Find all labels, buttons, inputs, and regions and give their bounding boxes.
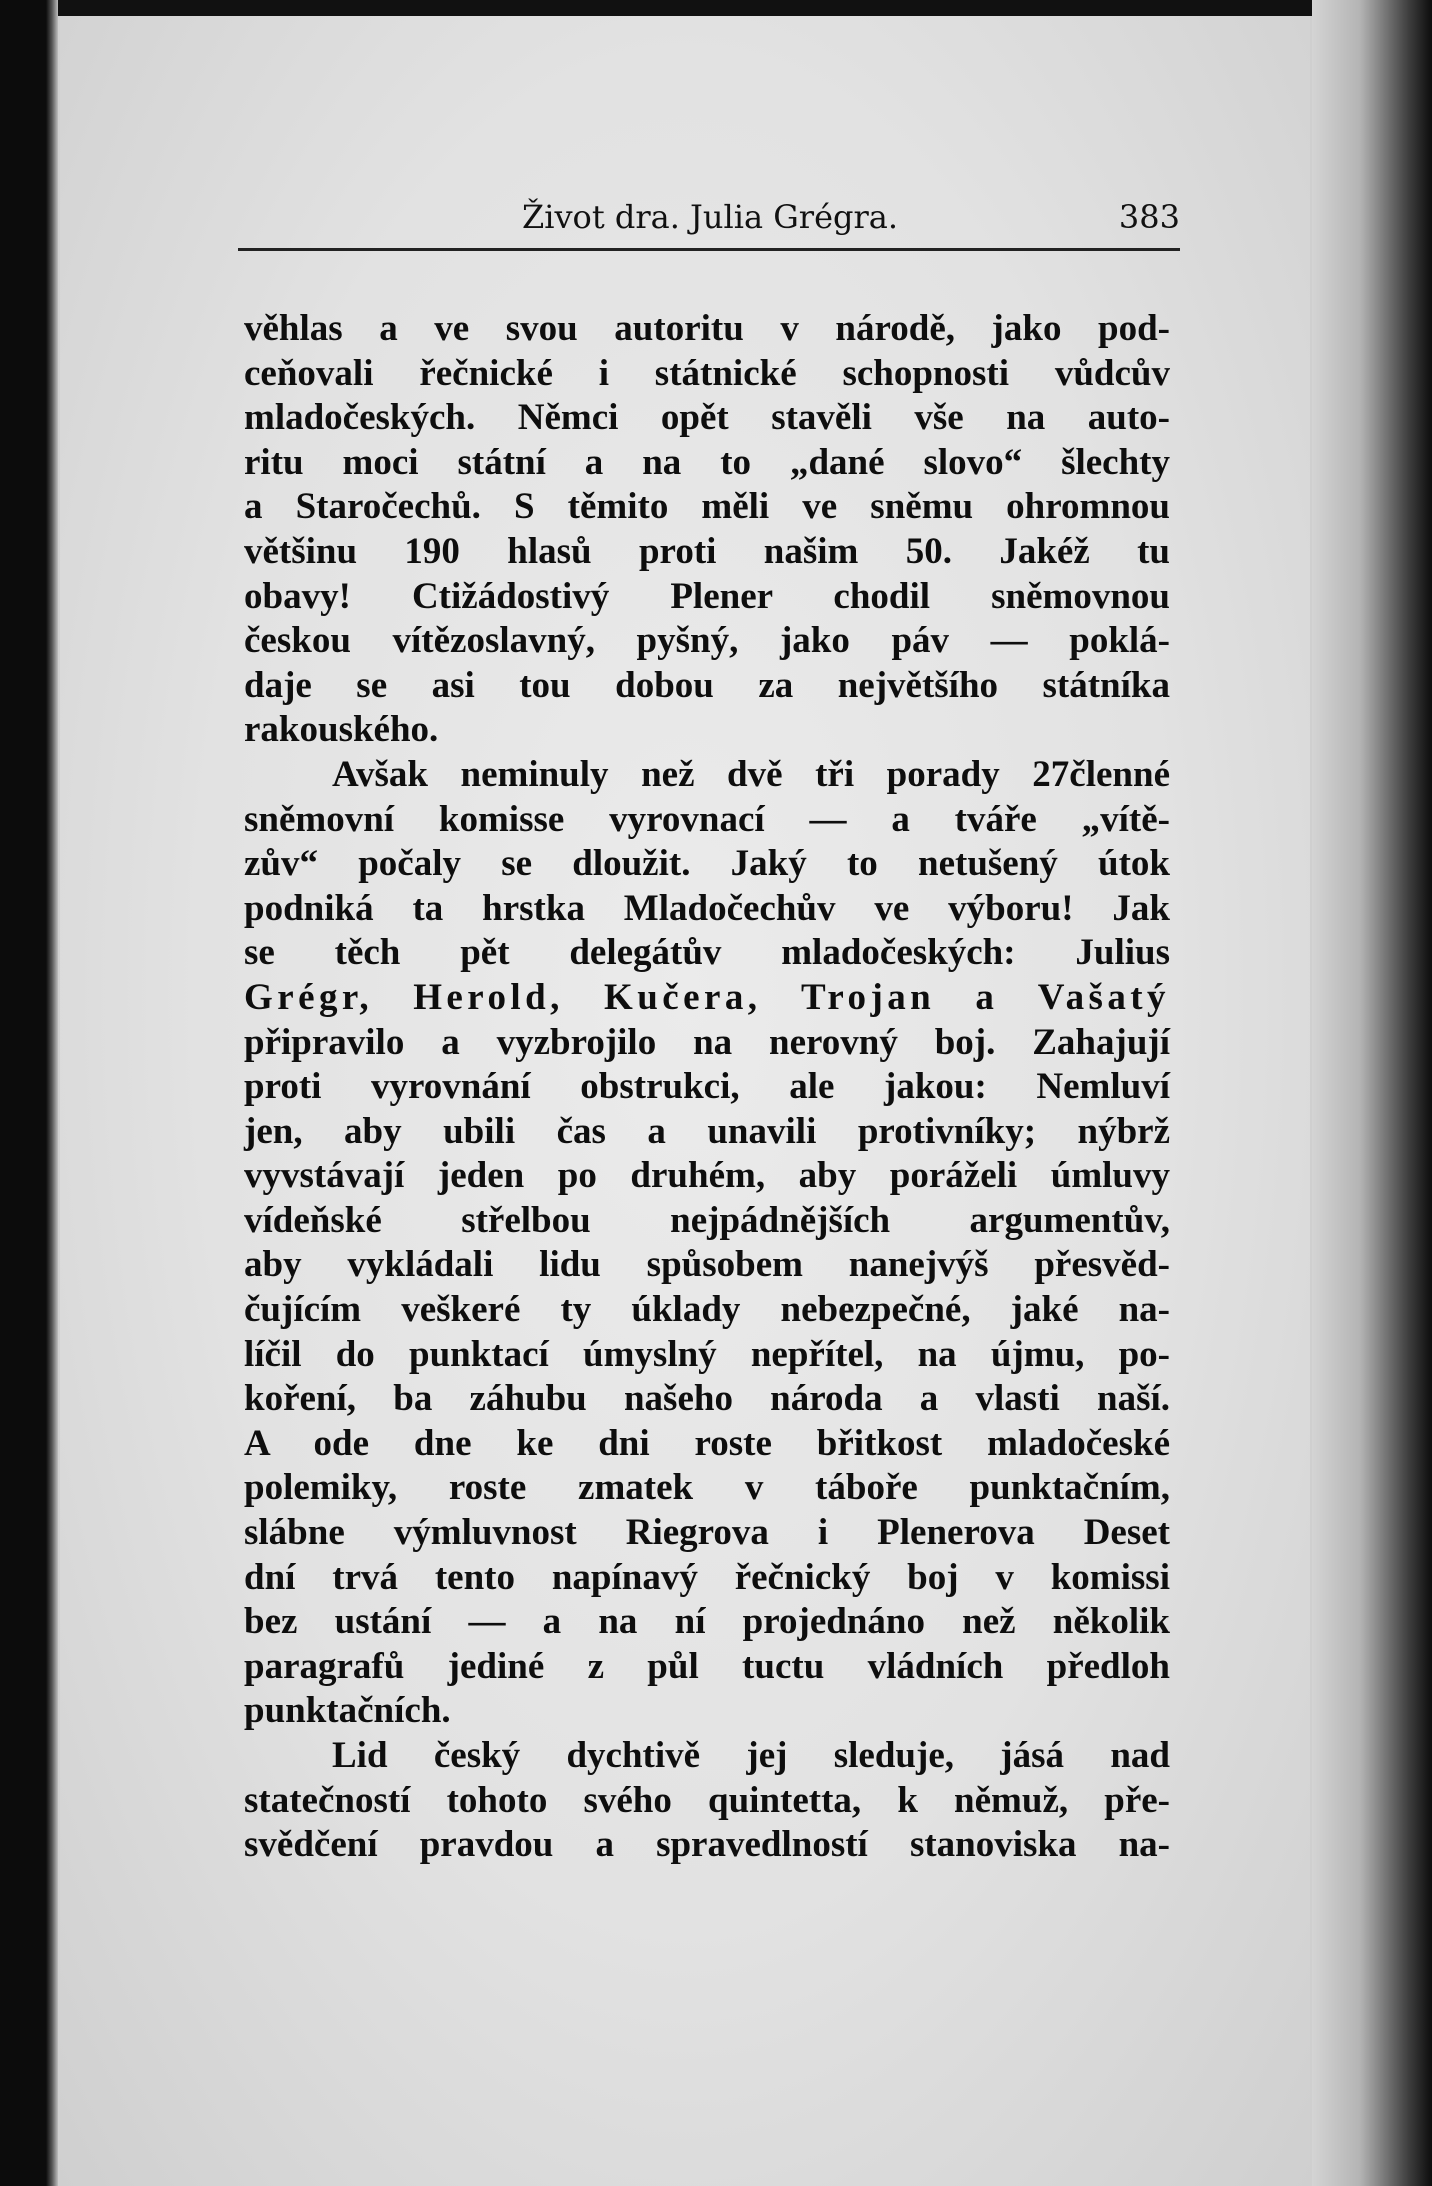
text-line: svědčení pravdou a spravedlností stanoviska na- (244, 1824, 1170, 1866)
text-line: vídeňské střelbou nejpádnějších argumentův, (244, 1199, 1170, 1241)
text-line: sněmovní komisse vyrovnací — a tváře „vítě- (244, 798, 1170, 840)
scan-right-edge (1312, 0, 1432, 2186)
text-line: slábne výmluvnost Riegrova i Plenerova Deset (244, 1512, 1170, 1554)
text-line: punktačních. (244, 1690, 451, 1732)
text-line: statečností tohoto svého quintetta, k němuž, pře- (244, 1779, 1170, 1821)
text-line: Lid český dychtivě jej sleduje, jásá nad (332, 1735, 1170, 1776)
text-line: polemiky, roste zmatek v táboře punktačním, (244, 1467, 1170, 1509)
running-header (180, 198, 1180, 238)
text-line: mladočeských. Němci opět stavěli vše na auto- (244, 397, 1170, 439)
text-line: věhlas a ve svou autoritu v národě, jako pod- (244, 308, 1170, 349)
text-line: podniká ta hrstka Mladočechův ve výboru! Jak (244, 887, 1170, 929)
text-line: českou vítězoslavný, pyšný, jako páv — poklá- (244, 620, 1170, 662)
text-line: A ode dne ke dni roste břitkost mladočeské (244, 1422, 1170, 1464)
page-number: 383 (1118, 198, 1180, 236)
book-spine-edge (0, 0, 58, 2186)
text-line: Avšak neminuly než dvě tři porady 27členné (332, 753, 1170, 795)
text-line: daje se asi tou dobou za největšího státníka (244, 664, 1170, 706)
text-line: aby vykládali lidu spůsobem nanejvýš přesvěd- (244, 1244, 1170, 1286)
running-title: Život dra. Julia Grégra. (522, 198, 899, 236)
text-line: Grégr, Herold, Kučera, Trojan a Vašatý (244, 976, 1170, 1018)
text-line: dní trvá tento napínavý řečnický boj v komissi (244, 1556, 1170, 1598)
text-line: připravilo a vyzbrojilo na nerovný boj. Zahajují (244, 1021, 1170, 1063)
header-rule (238, 248, 1180, 251)
text-line: se těch pět delegátův mladočeských: Julius (244, 932, 1170, 974)
text-line: paragrafů jediné z půl tuctu vládních předloh (244, 1645, 1170, 1687)
text-line: jen, aby ubili čas a unavili protivníky; nýbrž (244, 1110, 1170, 1152)
text-line: čujícím veškeré ty úklady nebezpečné, jaké na- (244, 1289, 1170, 1331)
body-text (244, 307, 1170, 1868)
text-line: koření, ba záhubu našeho národa a vlasti naší. (244, 1378, 1170, 1420)
text-line: většinu 190 hlasů proti našim 50. Jakéž tu (244, 530, 1170, 572)
text-line: vyvstávají jeden po druhém, aby poráželi úmluvy (244, 1155, 1170, 1197)
text-line: obavy! Ctižádostivý Plener chodil sněmovnou (244, 575, 1170, 617)
text-line: ritu moci státní a na to „dané slovo“ šlechty (244, 441, 1170, 483)
scan-top-edge (0, 0, 1432, 16)
text-line: ceňovali řečnické i státnické schopnosti vůdcův (244, 352, 1170, 394)
text-line: zův“ počaly se dloužit. Jaký to netušený útok (244, 843, 1170, 885)
text-line: a Staročechů. S těmito měli ve sněmu ohromnou (244, 486, 1170, 528)
text-line: bez ustání — a na ní projednáno než několik (244, 1601, 1170, 1643)
text-line: rakouského. (244, 709, 439, 751)
text-line: líčil do punktací úmyslný nepřítel, na újmu, po- (244, 1333, 1170, 1375)
text-line: proti vyrovnání obstrukci, ale jakou: Nemluví (244, 1066, 1170, 1108)
